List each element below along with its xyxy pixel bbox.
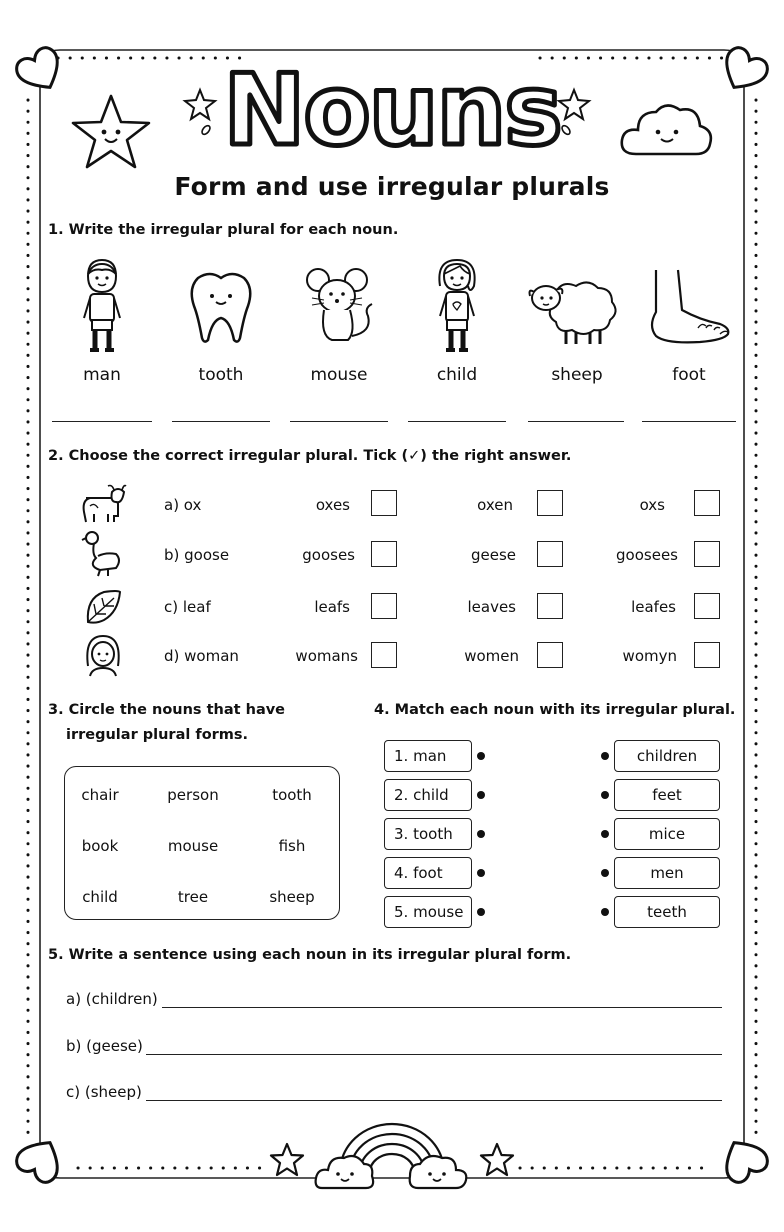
tick-box[interactable] [694,490,720,516]
circle-word[interactable]: child [82,888,118,906]
sentence-line[interactable] [146,1054,722,1055]
circle-word[interactable]: tooth [272,786,312,804]
section1-heading: 1. Write the irregular plural for each noun. [48,222,399,238]
sentence-line[interactable] [146,1100,722,1101]
rainbow-icon [314,1112,470,1194]
option-text: womans [295,647,358,665]
answer-line[interactable] [52,421,152,422]
heart-icon [14,1136,66,1184]
circle-word[interactable]: fish [278,837,306,855]
tick-box[interactable] [694,541,720,567]
match-noun: 2. child [384,779,472,811]
tick-box[interactable] [371,642,397,668]
question-label: a) ox [164,496,202,514]
cloud-face-icon [618,96,716,162]
heart-icon [718,46,770,94]
section2-heading: 2. Choose the correct irregular plural. Tick (✓) the right answer. [48,448,572,464]
noun-word: man [83,365,121,385]
match-dot[interactable] [601,830,609,838]
match-dot[interactable] [601,908,609,916]
page-title [190,54,594,168]
option-text: women [464,647,519,665]
option-text: gooses [302,546,355,564]
answer-line[interactable] [408,421,506,422]
sheep-icon [526,272,622,348]
match-noun: 5. mouse [384,896,472,928]
option-text: leafs [314,598,350,616]
option-text: oxes [315,496,350,514]
star-face-icon [68,92,154,172]
match-dot[interactable] [601,752,609,760]
match-dot[interactable] [477,752,485,760]
answer-line[interactable] [642,421,736,422]
woman-icon [84,632,122,676]
option-text: leaves [467,598,516,616]
tick-box[interactable] [694,642,720,668]
girl-icon [434,256,480,358]
heart-icon [14,46,66,94]
foot-icon [644,266,732,348]
match-dot[interactable] [477,791,485,799]
mouse-icon [302,266,378,346]
leaf-icon [84,588,122,626]
tick-box[interactable] [371,593,397,619]
option-text: geese [470,546,516,564]
noun-word: child [436,365,478,385]
tick-box[interactable] [371,541,397,567]
noun-word: mouse [310,365,368,385]
circle-word[interactable]: chair [81,786,119,804]
star-icon [478,1142,516,1178]
goose-icon [82,530,122,576]
section4-heading: 4. Match each noun with its irregular plural. [374,702,736,718]
section3-heading: 3. Circle the nouns that have [48,702,286,718]
question-label: c) leaf [164,598,211,616]
match-dot[interactable] [477,908,485,916]
match-plural: teeth [614,896,720,928]
match-plural: feet [614,779,720,811]
circle-word[interactable]: book [81,837,119,855]
option-text: womyn [622,647,677,665]
answer-line[interactable] [528,421,624,422]
sentence-label: a) (children) [66,990,158,1008]
option-text: oxen [477,496,513,514]
answer-line[interactable] [290,421,388,422]
option-text: goosees [616,546,678,564]
circle-word[interactable]: mouse [167,837,219,855]
answer-line[interactable] [172,421,270,422]
page-subtitle: Form and use irregular plurals [174,172,610,201]
noun-word: sheep [551,365,603,385]
star-icon [268,1142,306,1178]
tooth-icon [188,270,254,346]
section3-heading-cont: irregular plural forms. [66,727,249,743]
match-plural: mice [614,818,720,850]
sentence-label: c) (sheep) [66,1083,142,1101]
ox-icon [78,484,126,524]
circle-word[interactable]: person [167,786,219,804]
svg-text:Nouns: Nouns [223,54,561,168]
match-noun: 1. man [384,740,472,772]
option-text: leafes [631,598,676,616]
match-noun: 3. tooth [384,818,472,850]
match-dot[interactable] [477,830,485,838]
noun-word: tooth [198,365,244,385]
tick-box[interactable] [694,593,720,619]
section5-heading: 5. Write a sentence using each noun in its irregular plural form. [48,947,572,963]
noun-word: foot [672,365,706,385]
boy-icon [80,256,124,358]
match-dot[interactable] [477,869,485,877]
match-noun: 4. foot [384,857,472,889]
sentence-line[interactable] [162,1007,722,1008]
question-label: b) goose [164,546,230,564]
circle-word[interactable]: sheep [269,888,315,906]
match-plural: men [614,857,720,889]
question-label: d) woman [164,647,239,665]
option-text: oxs [639,496,665,514]
circle-word[interactable]: tree [177,888,209,906]
match-dot[interactable] [601,869,609,877]
match-plural: children [614,740,720,772]
heart-icon [718,1136,770,1184]
sentence-label: b) (geese) [66,1037,143,1055]
match-dot[interactable] [601,791,609,799]
